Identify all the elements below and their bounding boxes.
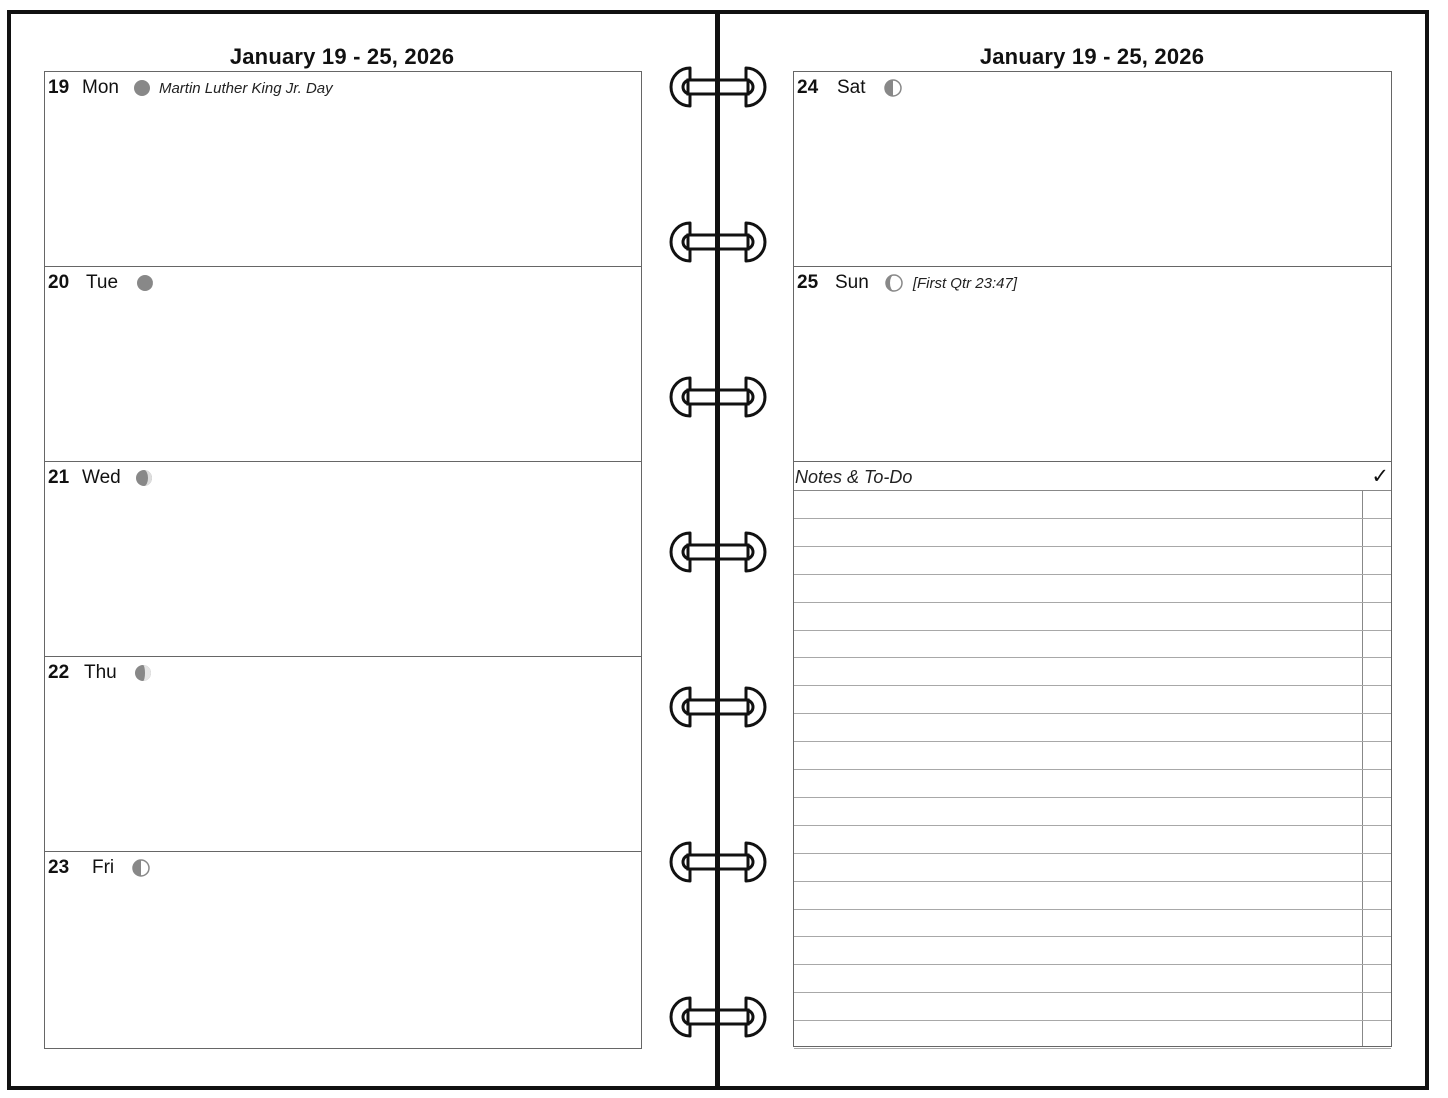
day-name: Mon xyxy=(82,77,119,98)
right-page-title: January 19 - 25, 2026 xyxy=(979,44,1205,69)
notes-rule-line xyxy=(794,909,1391,910)
full-moon-icon xyxy=(133,79,151,97)
notes-rule-line xyxy=(794,741,1391,742)
day-block-thu[interactable] xyxy=(45,657,641,852)
notes-rule-line xyxy=(794,518,1391,519)
right-week-box xyxy=(793,71,1392,1047)
notes-rule-line xyxy=(794,713,1391,714)
day-number: 19 xyxy=(48,77,70,98)
day-name: Sun xyxy=(835,272,869,293)
notes-rule-line xyxy=(794,936,1391,937)
notes-rule-line xyxy=(794,769,1391,770)
last-quarter-icon xyxy=(132,859,150,877)
day-header xyxy=(45,467,153,489)
notes-rule-line xyxy=(794,964,1391,965)
notes-rule-line xyxy=(794,630,1391,631)
day-name: Fri xyxy=(92,857,115,878)
day-block-mon[interactable] xyxy=(45,72,641,267)
binding-ring-icon xyxy=(664,684,772,730)
day-header xyxy=(794,77,902,99)
day-name: Thu xyxy=(84,662,117,683)
notes-rule-line xyxy=(794,881,1391,882)
day-header xyxy=(45,662,152,684)
notes-rule-line xyxy=(794,657,1391,658)
last-quarter-icon xyxy=(884,79,902,97)
day-number: 21 xyxy=(48,467,70,488)
notes-rule-line xyxy=(794,1020,1391,1021)
day-header xyxy=(794,272,1017,294)
waning-gibbous-icon xyxy=(134,664,152,682)
day-header xyxy=(45,77,333,99)
binding-ring-icon xyxy=(664,994,772,1040)
notes-rule-line xyxy=(794,825,1391,826)
notes-header xyxy=(794,462,1391,491)
day-name: Tue xyxy=(86,272,119,293)
day-name: Wed xyxy=(82,467,121,488)
day-number: 22 xyxy=(48,662,70,683)
binding-ring-icon xyxy=(664,374,772,420)
notes-rule-line xyxy=(794,685,1391,686)
day-block-sat[interactable] xyxy=(794,72,1391,267)
notes-rule-line xyxy=(794,602,1391,603)
day-number: 24 xyxy=(797,77,819,98)
holiday-note: Martin Luther King Jr. Day xyxy=(158,79,333,97)
binding-ring-icon xyxy=(664,64,772,110)
notes-rule-line xyxy=(794,853,1391,854)
day-block-sun[interactable] xyxy=(794,267,1391,462)
day-block-tue[interactable] xyxy=(45,267,641,462)
first-quarter-icon xyxy=(885,274,903,292)
day-number: 25 xyxy=(797,272,819,293)
day-name: Sat xyxy=(837,77,866,98)
notes-rule-line xyxy=(794,797,1391,798)
notes-rule-line xyxy=(794,1048,1391,1049)
day-block-wed[interactable] xyxy=(45,462,641,657)
binding-ring-icon xyxy=(664,219,772,265)
notes-rule-line xyxy=(794,546,1391,547)
binding-ring-icon xyxy=(664,839,772,885)
left-page-title: January 19 - 25, 2026 xyxy=(229,44,455,69)
day-header xyxy=(45,857,150,879)
day-block-fri[interactable] xyxy=(45,852,641,1047)
binding-ring-icon xyxy=(664,529,772,575)
checkmark-icon: ✓ xyxy=(1371,465,1389,488)
waning-gibbous-icon xyxy=(136,274,154,292)
notes-todo-section[interactable] xyxy=(794,462,1391,1046)
day-header xyxy=(45,272,154,294)
left-week-box xyxy=(44,71,642,1049)
day-number: 20 xyxy=(48,272,70,293)
moon-phase-note: [First Qtr 23:47] xyxy=(912,274,1018,292)
notes-rule-line xyxy=(794,992,1391,993)
day-number: 23 xyxy=(48,857,70,878)
notes-rule-line xyxy=(794,574,1391,575)
waning-gibbous-icon xyxy=(135,469,153,487)
notes-label: Notes & To-Do xyxy=(795,467,913,487)
